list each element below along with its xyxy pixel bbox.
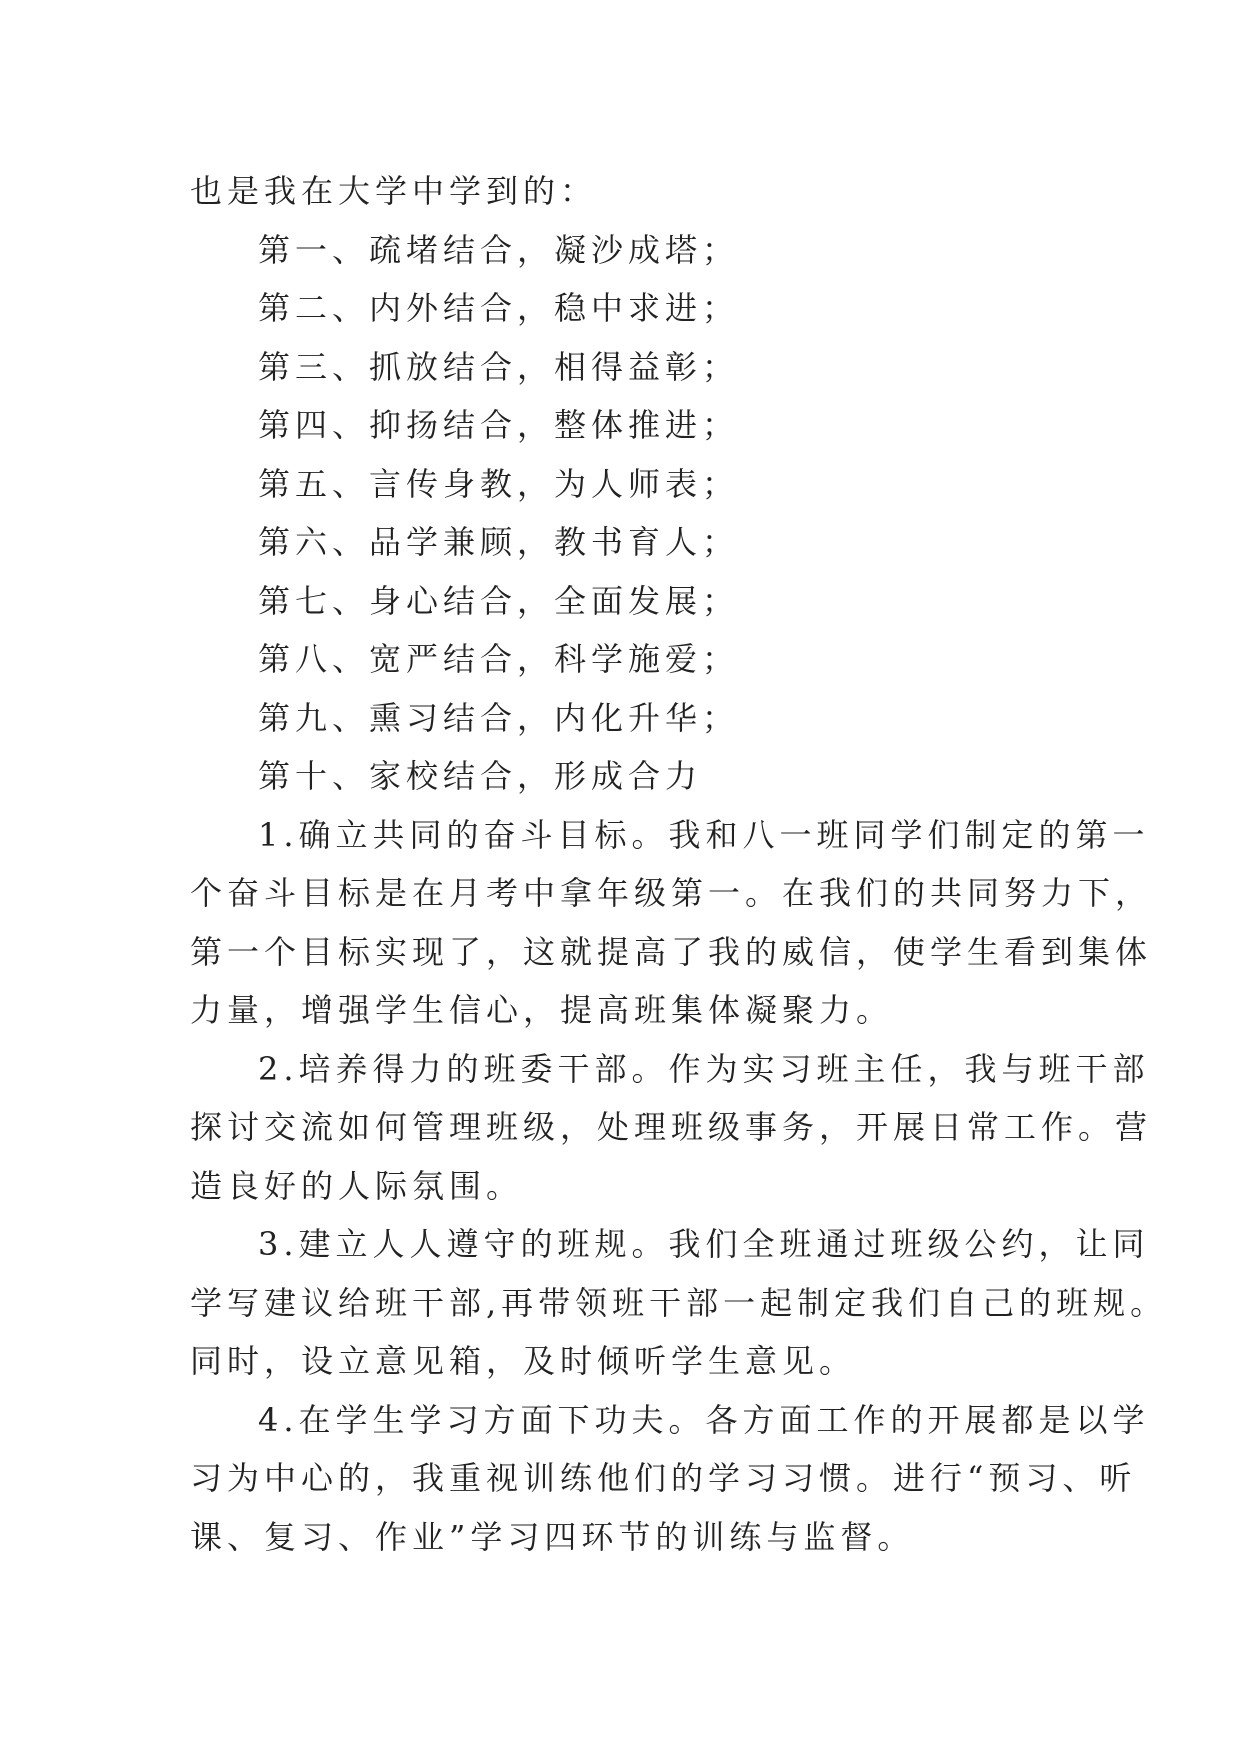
text-line: 第五、言传身教，为人师表； (258, 464, 740, 503)
text-line: 也是我在大学中学到的： (190, 172, 598, 210)
text-line: 探讨交流如何管理班级，处理班级事务，开展日常工作。营 (190, 1108, 1153, 1146)
text-line: 第十、家校结合，形成合力 (258, 757, 703, 795)
text-line: 第八、宽严结合，科学施爱； (258, 640, 740, 678)
text-line: 1.确立共同的奋斗目标。我和八一班同学们制定的第一 (258, 815, 1150, 854)
text-line: 同时，设立意见箱，及时倾听学生意见。 (190, 1342, 857, 1380)
text-line: 第九、熏习结合，内化升华； (258, 698, 740, 737)
text-line: 习为中心的，我重视训练他们的学习习惯。进行“预习、听 (190, 1459, 1137, 1497)
text-line: 第二、内外结合，稳中求进； (258, 289, 740, 327)
text-line: 第三、抓放结合，相得益彰； (258, 347, 740, 386)
text-line: 第四、抑扬结合，整体推进； (258, 406, 740, 444)
text-line: 第七、身心结合，全面发展； (258, 581, 740, 620)
text-line: 造良好的人际氛围。 (190, 1166, 524, 1205)
text-line: 2.培养得力的班委干部。作为实习班主任，我与班干部 (258, 1049, 1150, 1088)
text-line: 课、复习、作业”学习四环节的训练与监督。 (190, 1517, 915, 1556)
text-line: 第一、疏堵结合，凝沙成塔； (258, 230, 740, 269)
text-line: 第一个目标实现了，这就提高了我的威信，使学生看到集体 (190, 932, 1153, 971)
text-line: 个奋斗目标是在月考中拿年级第一。在我们的共同努力下， (190, 874, 1153, 912)
text-line: 3.建立人人遵守的班规。我们全班通过班级公约，让同 (258, 1225, 1150, 1263)
document-body (190, 162, 1168, 1566)
text-line: 力量，增强学生信心，提高班集体凝聚力。 (190, 991, 894, 1029)
text-line: 4.在学生学习方面下功夫。各方面工作的开展都是以学 (258, 1400, 1150, 1439)
text-line: 第六、品学兼顾，教书育人； (258, 523, 740, 561)
text-line: 学写建议给班干部,再带领班干部一起制定我们自己的班规。 (190, 1283, 1168, 1322)
